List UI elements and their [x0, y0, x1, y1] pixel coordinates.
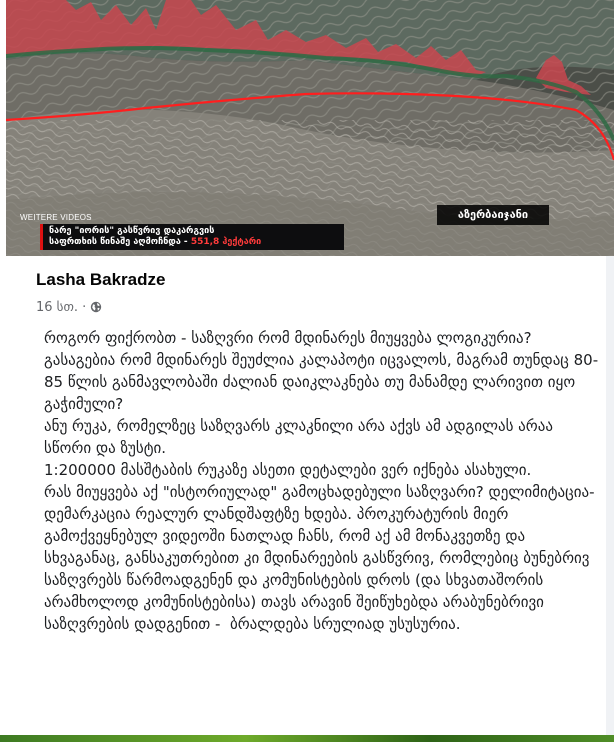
more-videos-label[interactable]: WEITERE VIDEOS [20, 213, 92, 222]
post-header [36, 268, 606, 316]
ticker-line-1: ნარე "იორის" გასწვრივ დაკარგვის [49, 226, 215, 236]
ticker-highlight: 551,8 ჰექტარი [190, 237, 262, 247]
scrollbar-track[interactable] [606, 256, 614, 735]
globe-icon[interactable] [90, 301, 102, 313]
news-ticker [40, 224, 344, 250]
ticker-line-2: საფრთხის წინაშე აღმოჩნდა - 551,8 ჰექტარი [49, 237, 262, 247]
post-author[interactable]: Lasha Bakradze [36, 270, 166, 289]
post-body-text: როგორ ფიქრობთ - საზღვრი რომ მდინარეს მიუყვება ლოგიკურია? გასაგებია რომ მდინარეს შეუძლია კალაპოტი იცვალოს, მაგრამ თუნდაც 80-85 წლის განმავლობაში ძალიან დაიკლაკნება თუ მანამდე ლარივით იყო გაჭიმული? ანუ რუკა, რომელზეც საზღვარს კლაკნილი არა აქვს ამ ადგილას არაა სწორი და ზუსტი. 1:200000 მასშტაბის რუკაზე ასეთი დეტალები ვერ იქნება ასახული. რას მიუყვება აქ "ისტორიულად" გამოცხადებული საზღვარი? დელიმიტაცია-დემარკაცია რეალურ ლანდშაფტზე ხდება. პროკურატურის მიერ გამოქვეყნებულ ვიდეოში ნათლად ჩანს, რომ აქ ამ მონაკვეთზე და სხვაგანაც, განსაკუთრებით კი მდინარეების გასწვრივ, რომლებიც ბუნებრივ საზღვრებს წარმოადგენენ და კომუნისტების დროს (და სხვათაშორის არამხოლოდ კომუნისტებისა) თავს არავინ შეიწუხებდა არაბუნებრივი საზღვრების დადგენით - ბრალდება სრულიად უსუსურია. [44, 329, 599, 633]
post-meta [36, 298, 606, 316]
bottom-strip [0, 735, 614, 742]
video-player[interactable] [6, 0, 614, 256]
post-timestamp[interactable]: 16 სთ. · [36, 299, 87, 315]
place-label: აზერბაიჯანი [437, 205, 549, 225]
